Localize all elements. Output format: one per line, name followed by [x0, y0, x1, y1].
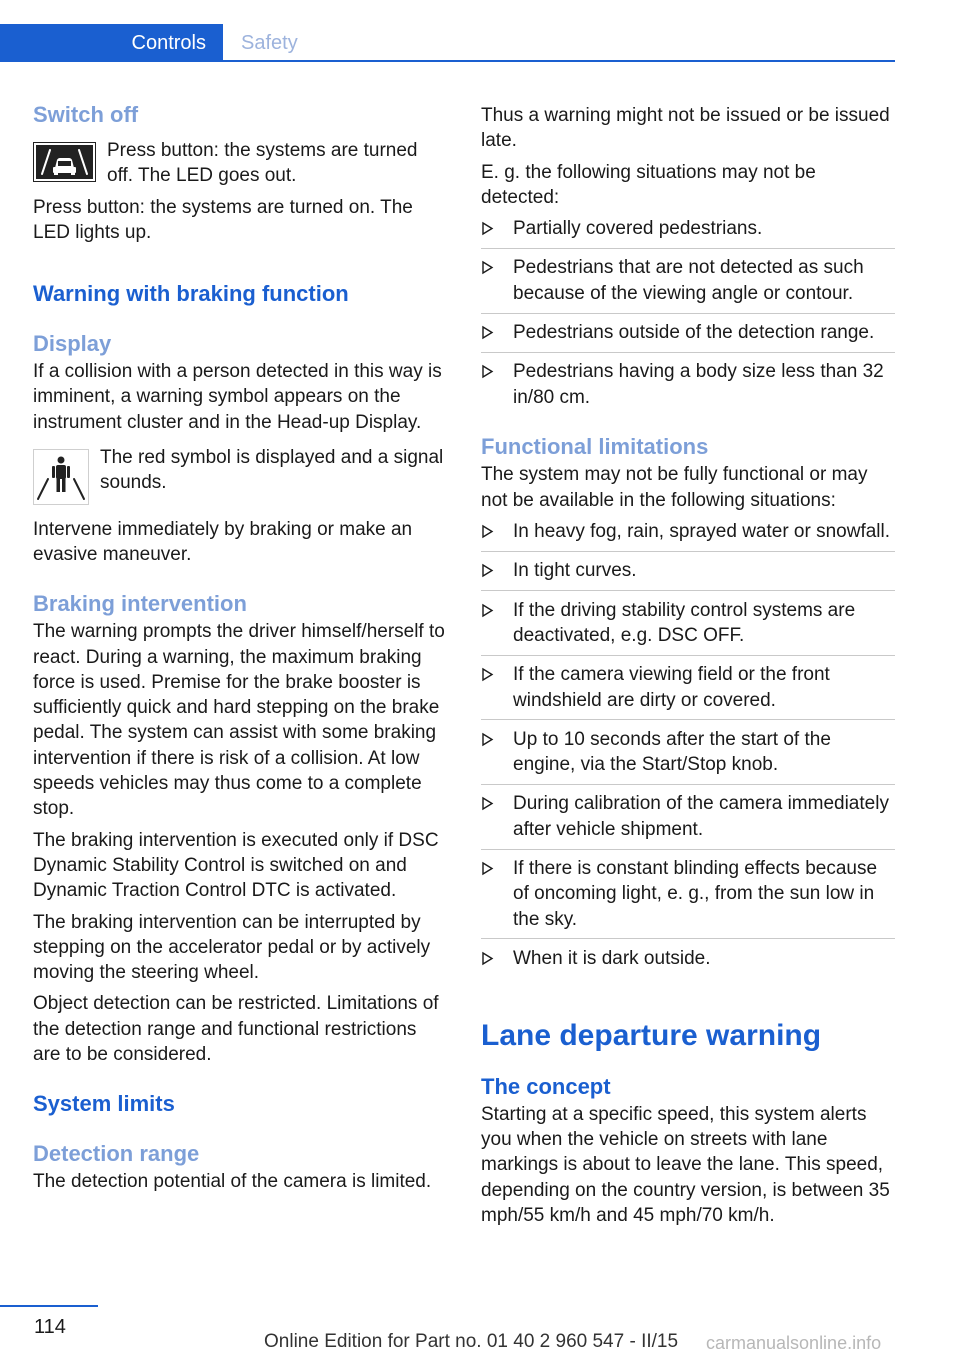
list-item: [481, 590, 895, 655]
list-item: [481, 849, 895, 939]
edition-text: Online Edition for Part no. 01 40 2 960 547 - II/15: [264, 1331, 679, 1352]
list-item: [481, 719, 895, 784]
footer-rule: [0, 1305, 98, 1307]
braking-paragraph-2: The braking intervention is executed only if DSC Dynamic Stability Control is switched on and Dynamic Traction Control DTC is activated.: [33, 829, 439, 902]
left-column: [33, 100, 447, 1195]
list-item-text: Pedestrians that are not detected as such because of the viewing angle or contour.: [513, 257, 864, 304]
list-item-text: If there is constant blinding effects because of oncoming light, e. g., from the sun low in the sky.: [513, 858, 878, 930]
display-icon-text: The red symbol is displayed and a signal sounds.: [100, 447, 444, 494]
pedestrian-warning-icon: [33, 449, 89, 505]
list-item: [481, 352, 895, 417]
triangle-bullet-icon: [481, 255, 495, 280]
watermark: carmanualsonline.info: [706, 1333, 882, 1353]
heading-display: Display: [33, 331, 112, 357]
braking-paragraph-3: The braking intervention can be interrupted by stepping on the accelerator pedal or by actively moving the steering wheel.: [33, 911, 431, 984]
list-item-text: Up to 10 seconds after the start of the engine, via the Start/Stop knob.: [513, 728, 831, 776]
header-rule: [0, 60, 895, 62]
list-item: [481, 519, 895, 551]
display-paragraph-2: Intervene immediately by braking or make an evasive maneuver.: [33, 518, 413, 565]
functional-paragraph: The system may not be fully functional or may not be available in the following situations:: [481, 464, 868, 511]
heading-braking-intervention: Braking intervention: [33, 591, 247, 617]
heading-the-concept: The concept: [481, 1073, 611, 1099]
list-item: [481, 938, 895, 977]
triangle-bullet-icon: [481, 359, 495, 384]
list-item-text: If the camera viewing field or the front windshield are dirty or covered.: [513, 664, 830, 711]
list-item-text: If the driving stability control systems are deactivated, e.g. DSC OFF.: [513, 599, 856, 646]
right-column: [481, 100, 895, 1228]
list-item-text: Pedestrians outside of the detection range.: [513, 322, 875, 344]
list-item: [481, 551, 895, 590]
list-item: [481, 655, 895, 720]
list-item: [481, 216, 895, 248]
page-number: 114: [34, 1316, 66, 1338]
triangle-bullet-icon: [481, 216, 495, 241]
braking-paragraph-1: The warning prompts the driver himself/herself to react. During a warning, the maximum braking force is used. Premise for the brake booster is sufficiently quick and hard stepping on the brake pedal. The system can assist with some braking intervention if there is risk of a collision. At low speeds vehicles may thus come to a complete stop.: [33, 621, 445, 820]
list-item: [481, 313, 895, 352]
list-item-text: In heavy fog, rain, sprayed water or snowfall.: [513, 521, 891, 543]
list-item: [481, 784, 895, 849]
triangle-bullet-icon: [481, 727, 495, 752]
heading-lane-departure-warning: Lane departure warning: [481, 1018, 822, 1052]
tab-safety[interactable]: [241, 24, 298, 60]
heading-functional-limitations: Functional limitations: [481, 434, 709, 460]
list-item-text: During calibration of the camera immediately after vehicle shipment.: [513, 793, 889, 840]
header-tabbar: [0, 24, 895, 62]
tab-controls[interactable]: [0, 24, 223, 60]
car-warning-button-icon: [33, 142, 96, 182]
heading-system-limits: System limits: [33, 1091, 175, 1117]
detection-paragraph: The detection potential of the camera is limited.: [33, 1171, 432, 1193]
triangle-bullet-icon: [481, 662, 495, 687]
switch-off-paragraph: Press button: the systems are turned on. The LED lights up.: [33, 196, 413, 243]
list-item-text: In tight curves.: [513, 560, 637, 582]
list-item-text: When it is dark outside.: [513, 947, 711, 969]
triangle-bullet-icon: [481, 558, 495, 583]
braking-paragraph-4: Object detection can be restricted. Limitations of the detection range and functional restrictions are to be considered.: [33, 993, 439, 1066]
triangle-bullet-icon: [481, 320, 495, 345]
triangle-bullet-icon: [481, 856, 495, 881]
right-paragraph-1: Thus a warning might not be issued or be issued late.: [481, 105, 890, 152]
undetected-situations-list: [481, 216, 895, 416]
tab-safety-label: Safety: [241, 32, 298, 54]
heading-switch-off: Switch off: [33, 102, 139, 127]
functional-limitations-list: [481, 519, 895, 978]
switch-off-icon-row: [33, 138, 447, 189]
list-item-text: Partially covered pedestrians.: [513, 218, 763, 240]
display-icon-row: [33, 445, 447, 496]
list-item-text: Pedestrians having a body size less than 32 in/80 cm.: [513, 361, 884, 408]
display-paragraph: If a collision with a person detected in this way is imminent, a warning symbol appears on the instrument cluster and in the Head-up Display.: [33, 361, 442, 433]
heading-detection-range: Detection range: [33, 1141, 200, 1167]
triangle-bullet-icon: [481, 519, 495, 544]
triangle-bullet-icon: [481, 946, 495, 971]
tab-controls-label: Controls: [131, 32, 206, 54]
list-item: [481, 248, 895, 313]
heading-warning-braking: Warning with braking function: [33, 281, 349, 307]
triangle-bullet-icon: [481, 791, 495, 816]
triangle-bullet-icon: [481, 598, 495, 623]
switch-off-icon-text: Press button: the systems are turned off. The LED goes out.: [107, 140, 418, 187]
concept-paragraph: Starting at a specific speed, this system alerts you when the vehicle on streets with lane markings is about to leave the lane. This speed, depending on the country version, is between 35 mph/55 km/h and 45 mph/70 km/h.: [481, 1103, 890, 1226]
right-paragraph-2: E. g. the following situations may not be detected:: [481, 161, 816, 208]
